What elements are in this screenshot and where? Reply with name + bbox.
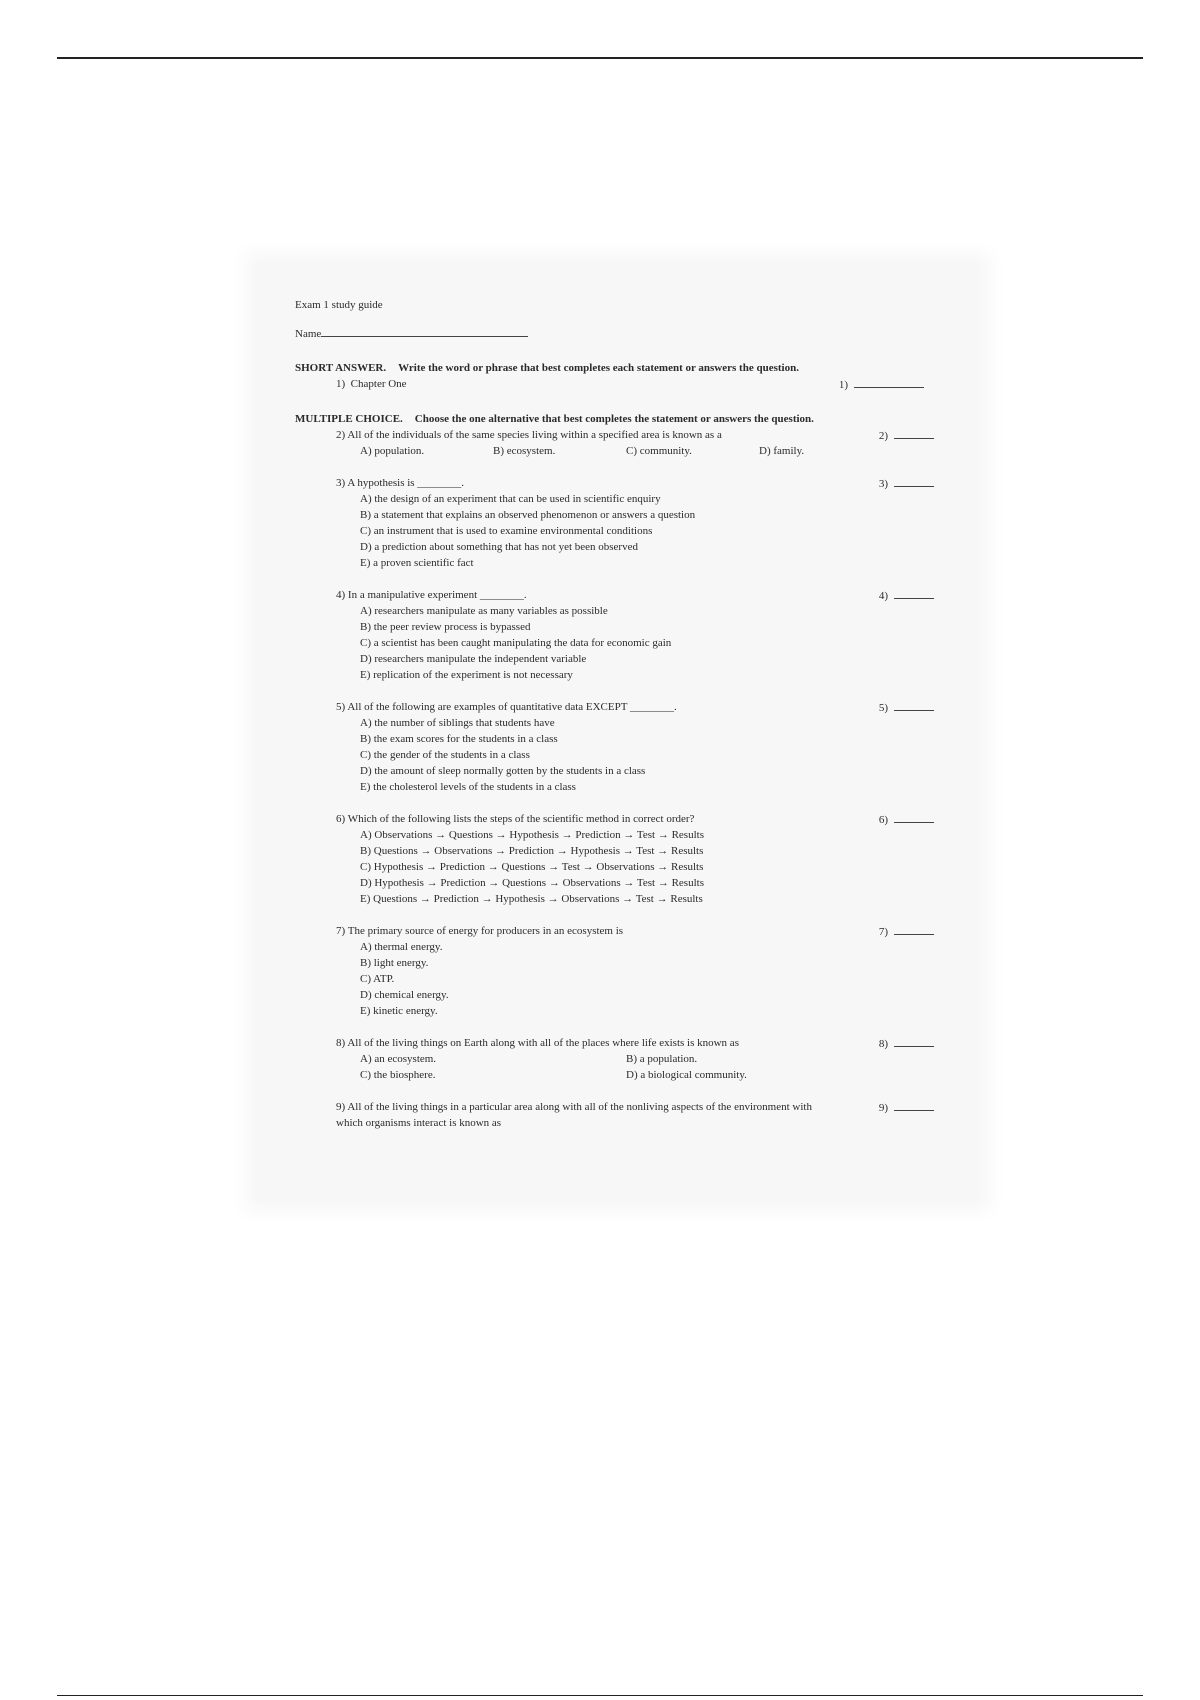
answer-choice: B) light energy. bbox=[360, 957, 429, 969]
answer-choice: E) Questions → Prediction → Hypothesis → Observations → Test → Results bbox=[360, 893, 703, 905]
top-rule bbox=[57, 57, 1143, 59]
answer-choice: D) chemical energy. bbox=[360, 989, 449, 1001]
answer-blank bbox=[894, 1099, 934, 1111]
multiple-choice-title: MULTIPLE CHOICE. bbox=[295, 413, 403, 425]
answer-slot: 5) bbox=[879, 699, 934, 716]
answer-slot: 2) bbox=[879, 427, 934, 444]
answer-choice: B) the peer review process is bypassed bbox=[360, 621, 531, 633]
question-stem: 6) Which of the following lists the steps of the scientific method in correct order? bbox=[336, 813, 695, 825]
answer-blank bbox=[894, 923, 934, 935]
answer-slot: 8) bbox=[879, 1035, 934, 1052]
answer-choices bbox=[336, 491, 940, 571]
answer-choice: A) thermal energy. bbox=[360, 941, 443, 953]
multiple-choice-heading bbox=[295, 411, 940, 427]
question-item bbox=[295, 1099, 940, 1131]
name-blank bbox=[321, 325, 528, 337]
answer-choice: A) the number of siblings that students have bbox=[360, 717, 555, 729]
answer-slot: 9) bbox=[879, 1099, 934, 1116]
answer-choices bbox=[336, 827, 940, 907]
question-list bbox=[295, 427, 940, 1131]
answer-choice: D) researchers manipulate the independent variable bbox=[360, 653, 587, 665]
answer-choice: C) Hypothesis → Prediction → Questions → Test → Observations → Results bbox=[360, 861, 704, 873]
answer-choice: D) Hypothesis → Prediction → Questions → Observations → Test → Results bbox=[360, 877, 704, 889]
answer-choices bbox=[336, 939, 940, 1019]
multiple-choice-instruction: Choose the one alternative that best completes the statement or answers the question. bbox=[414, 413, 814, 425]
answer-choices bbox=[336, 1051, 940, 1083]
answer-choice: A) Observations → Questions → Hypothesis → Prediction → Test → Results bbox=[360, 829, 704, 841]
exam-document bbox=[295, 297, 940, 1131]
short-answer-title: SHORT ANSWER. bbox=[295, 362, 387, 374]
answer-choice: E) the cholesterol levels of the students in a class bbox=[360, 781, 576, 793]
answer-choice: B) Questions → Observations → Prediction → Hypothesis → Test → Results bbox=[360, 845, 704, 857]
question-stem: 9) All of the living things in a particular area along with all of the nonliving aspects of the environment with which organisms interact is known as bbox=[336, 1101, 812, 1129]
question-stem: 4) In a manipulative experiment ________. bbox=[336, 589, 527, 601]
question-stem: 3) A hypothesis is ________. bbox=[336, 477, 465, 489]
name-label: Name bbox=[295, 328, 322, 340]
short-answer-instruction: Write the word or phrase that best completes each statement or answers the question. bbox=[398, 362, 799, 374]
question-item bbox=[295, 1035, 940, 1083]
answer-choice: E) a proven scientific fact bbox=[360, 557, 474, 569]
question-item bbox=[295, 587, 940, 683]
answer-choice: A) population. bbox=[360, 445, 425, 457]
answer-choice: D) the amount of sleep normally gotten by the students in a class bbox=[360, 765, 646, 777]
answer-choice: E) replication of the experiment is not necessary bbox=[360, 669, 573, 681]
answer-choice: A) an ecosystem. bbox=[360, 1053, 437, 1065]
answer-slot: 3) bbox=[879, 475, 934, 492]
answer-choice: D) family. bbox=[759, 445, 805, 457]
answer-choice: B) ecosystem. bbox=[493, 445, 556, 457]
answer-choices bbox=[336, 443, 940, 459]
question-item bbox=[295, 923, 940, 1019]
answer-choice: A) the design of an experiment that can be used in scientific enquiry bbox=[360, 493, 661, 505]
answer-blank bbox=[894, 699, 934, 711]
answer-choice: C) ATP. bbox=[360, 973, 395, 985]
answer-choice: B) a statement that explains an observed phenomenon or answers a question bbox=[360, 509, 696, 521]
document-title: Exam 1 study guide bbox=[295, 299, 383, 311]
answer-choice: C) the gender of the students in a class bbox=[360, 749, 530, 761]
answer-choice: C) an instrument that is used to examine environmental conditions bbox=[360, 525, 653, 537]
answer-choices bbox=[336, 715, 940, 795]
name-field bbox=[295, 325, 940, 341]
question-item bbox=[295, 811, 940, 907]
answer-slot: 1) bbox=[839, 376, 924, 393]
question-item bbox=[295, 699, 940, 795]
short-answer-item bbox=[295, 376, 940, 392]
answer-choice: D) a biological community. bbox=[626, 1069, 747, 1081]
answer-blank bbox=[894, 811, 934, 823]
question-stem: 5) All of the following are examples of quantitative data EXCEPT ________. bbox=[336, 701, 677, 713]
answer-choice: E) kinetic energy. bbox=[360, 1005, 438, 1017]
question-stem: 8) All of the living things on Earth along with all of the places where life exists is known as bbox=[336, 1037, 739, 1049]
question-stem: 1) Chapter One bbox=[336, 378, 407, 390]
bottom-rule bbox=[57, 1695, 1143, 1696]
answer-choice: B) the exam scores for the students in a class bbox=[360, 733, 558, 745]
answer-slot: 4) bbox=[879, 587, 934, 604]
question-item bbox=[295, 427, 940, 459]
answer-slot: 7) bbox=[879, 923, 934, 940]
question-stem: 2) All of the individuals of the same species living within a specified area is known as a bbox=[336, 429, 722, 441]
answer-choices bbox=[336, 603, 940, 683]
short-answer-heading bbox=[295, 360, 940, 376]
question-item bbox=[295, 475, 940, 571]
answer-choice: D) a prediction about something that has not yet been observed bbox=[360, 541, 638, 553]
answer-blank bbox=[894, 475, 934, 487]
answer-blank bbox=[854, 376, 924, 388]
answer-blank bbox=[894, 587, 934, 599]
answer-slot: 6) bbox=[879, 811, 934, 828]
answer-choice: C) community. bbox=[626, 445, 692, 457]
answer-blank bbox=[894, 1035, 934, 1047]
answer-blank bbox=[894, 427, 934, 439]
answer-choice: C) a scientist has been caught manipulating the data for economic gain bbox=[360, 637, 672, 649]
answer-choice: A) researchers manipulate as many variables as possible bbox=[360, 605, 608, 617]
answer-choice: B) a population. bbox=[626, 1053, 698, 1065]
answer-choice: C) the biosphere. bbox=[360, 1069, 436, 1081]
question-stem: 7) The primary source of energy for producers in an ecosystem is bbox=[336, 925, 624, 937]
